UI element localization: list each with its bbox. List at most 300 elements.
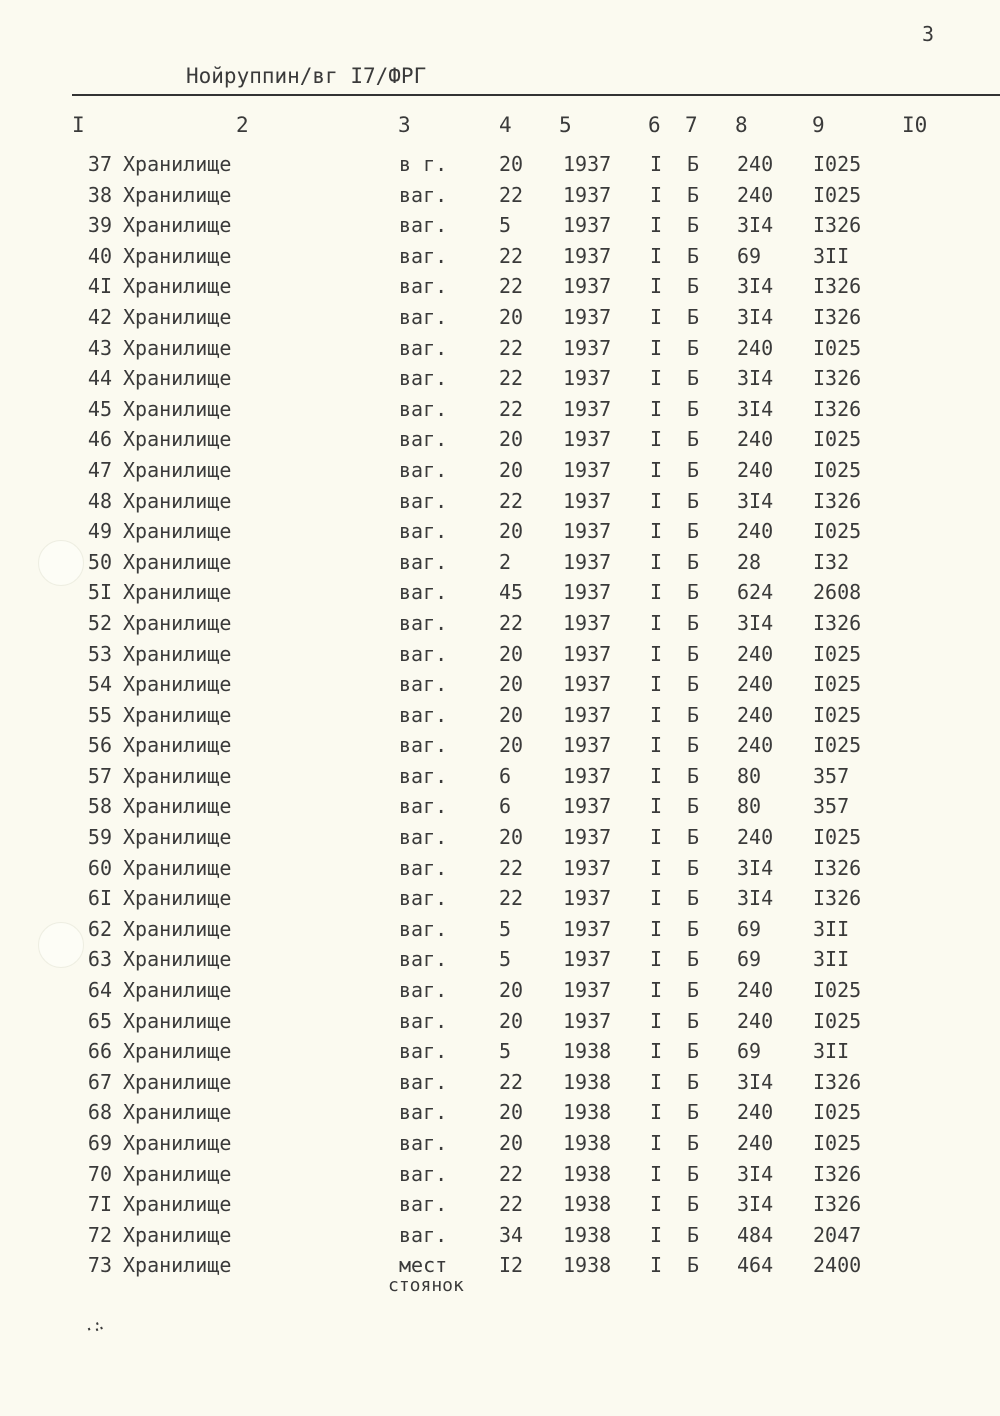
- row-number: 56: [87, 733, 112, 758]
- item-name: Хранилище: [123, 672, 232, 697]
- quantity: 22: [499, 243, 524, 268]
- column-7-value: Б: [687, 274, 700, 299]
- quantity: 20: [499, 672, 524, 697]
- column-7-value: Б: [687, 427, 700, 452]
- column-8-value: 240: [737, 1008, 774, 1033]
- row-number: 47: [87, 457, 112, 482]
- unit: ваг.: [399, 1100, 448, 1125]
- item-name: Хранилище: [123, 182, 232, 207]
- unit: ваг.: [399, 182, 448, 207]
- column-7-value: Б: [687, 855, 700, 880]
- unit: ваг.: [399, 304, 448, 329]
- column-8-value: 3I4: [737, 886, 774, 911]
- table-body: [0, 152, 1000, 1297]
- quantity: 22: [499, 886, 524, 911]
- year: 1937: [563, 886, 612, 911]
- item-name: Хранилище: [123, 1100, 232, 1125]
- column-number: 2: [236, 113, 249, 137]
- year: 1937: [563, 733, 612, 758]
- table-row: [0, 1223, 1000, 1254]
- year: 1937: [563, 243, 612, 268]
- column-8-value: 464: [737, 1253, 774, 1278]
- quantity: 6: [499, 794, 512, 819]
- year: 1937: [563, 304, 612, 329]
- quantity: 22: [499, 488, 524, 513]
- column-8-value: 3I4: [737, 304, 774, 329]
- table-row: [0, 1253, 1000, 1297]
- item-name: Хранилище: [123, 1069, 232, 1094]
- quantity: 20: [499, 641, 524, 666]
- column-8-value: 240: [737, 672, 774, 697]
- item-name: Хранилище: [123, 427, 232, 452]
- column-8-value: 240: [737, 519, 774, 544]
- column-9-value: 3II: [813, 243, 850, 268]
- column-6-value: I: [650, 274, 663, 299]
- column-6-value: I: [650, 1100, 663, 1125]
- quantity: 5: [499, 1039, 512, 1064]
- column-9-value: I025: [813, 457, 862, 482]
- row-number: 66: [87, 1039, 112, 1064]
- item-name: Хранилище: [123, 763, 232, 788]
- row-number: 60: [87, 855, 112, 880]
- column-8-value: 69: [737, 916, 762, 941]
- column-number-header: [0, 113, 1000, 137]
- unit: ваг.: [399, 825, 448, 850]
- column-9-value: I025: [813, 733, 862, 758]
- row-number: 63: [87, 947, 112, 972]
- year: 1937: [563, 1008, 612, 1033]
- column-7-value: Б: [687, 886, 700, 911]
- row-number: 53: [87, 641, 112, 666]
- column-7-value: Б: [687, 1131, 700, 1155]
- quantity: 22: [499, 1069, 524, 1094]
- table-row: [0, 458, 1000, 489]
- unit: ваг.: [399, 427, 448, 452]
- column-6-value: I: [650, 1131, 663, 1155]
- column-9-value: I326: [813, 886, 862, 911]
- year: 1938: [563, 1100, 612, 1125]
- column-6-value: I: [650, 763, 663, 788]
- quantity: 20: [499, 152, 524, 176]
- column-6-value: I: [650, 1222, 663, 1247]
- year: 1938: [563, 1039, 612, 1064]
- year: 1937: [563, 672, 612, 697]
- unit: мест: [399, 1253, 448, 1278]
- column-9-value: I025: [813, 672, 862, 697]
- column-8-value: 28: [737, 549, 762, 574]
- column-8-value: 69: [737, 1039, 762, 1064]
- unit: ваг.: [399, 886, 448, 911]
- table-row: [0, 947, 1000, 978]
- table-row: [0, 366, 1000, 397]
- unit: ваг.: [399, 1161, 448, 1186]
- table-row: [0, 703, 1000, 734]
- unit: ваг.: [399, 672, 448, 697]
- row-number: 70: [87, 1161, 112, 1186]
- column-6-value: I: [650, 1039, 663, 1064]
- row-number: 59: [87, 825, 112, 850]
- column-7-value: Б: [687, 794, 700, 819]
- column-7-value: Б: [687, 733, 700, 758]
- quantity: 22: [499, 182, 524, 207]
- column-6-value: I: [650, 1008, 663, 1033]
- table-row: [0, 672, 1000, 703]
- year: 1937: [563, 152, 612, 176]
- quantity: 20: [499, 457, 524, 482]
- column-7-value: Б: [687, 1222, 700, 1247]
- item-name: Хранилище: [123, 702, 232, 727]
- row-number: 57: [87, 763, 112, 788]
- unit: ваг.: [399, 855, 448, 880]
- item-name: Хранилище: [123, 243, 232, 268]
- quantity: 22: [499, 366, 524, 391]
- row-number: 58: [87, 794, 112, 819]
- quantity: I2: [499, 1253, 524, 1278]
- quantity: 22: [499, 610, 524, 635]
- column-number: 8: [735, 113, 748, 137]
- table-row: [0, 611, 1000, 642]
- row-number: 52: [87, 610, 112, 635]
- column-7-value: Б: [687, 335, 700, 360]
- column-number: 4: [499, 113, 512, 137]
- column-6-value: I: [650, 488, 663, 513]
- column-7-value: Б: [687, 702, 700, 727]
- column-6-value: I: [650, 672, 663, 697]
- row-number: 55: [87, 702, 112, 727]
- quantity: 34: [499, 1222, 524, 1247]
- column-9-value: I025: [813, 1008, 862, 1033]
- column-7-value: Б: [687, 213, 700, 238]
- column-8-value: 240: [737, 1131, 774, 1155]
- unit: ваг.: [399, 702, 448, 727]
- table-row: [0, 642, 1000, 673]
- quantity: 5: [499, 947, 512, 972]
- column-9-value: I32: [813, 549, 850, 574]
- unit: ваг.: [399, 916, 448, 941]
- column-7-value: Б: [687, 182, 700, 207]
- column-7-value: Б: [687, 610, 700, 635]
- column-7-value: Б: [687, 947, 700, 972]
- year: 1937: [563, 366, 612, 391]
- row-number: 40: [87, 243, 112, 268]
- column-9-value: 2047: [813, 1222, 862, 1247]
- quantity: 20: [499, 1100, 524, 1125]
- column-8-value: 624: [737, 580, 774, 605]
- quantity: 22: [499, 1192, 524, 1217]
- column-6-value: I: [650, 610, 663, 635]
- quantity: 5: [499, 213, 512, 238]
- row-number: 54: [87, 672, 112, 697]
- item-name: Хранилище: [123, 519, 232, 544]
- row-number: 38: [87, 182, 112, 207]
- unit: ваг.: [399, 794, 448, 819]
- column-6-value: I: [650, 1192, 663, 1217]
- year: 1937: [563, 978, 612, 1003]
- row-number: 43: [87, 335, 112, 360]
- column-9-value: I326: [813, 274, 862, 299]
- table-row: [0, 305, 1000, 336]
- table-row: [0, 489, 1000, 520]
- column-6-value: I: [650, 335, 663, 360]
- column-9-value: I025: [813, 825, 862, 850]
- column-6-value: I: [650, 1069, 663, 1094]
- table-row: [0, 152, 1000, 183]
- column-number: I0: [902, 113, 928, 137]
- table-row: [0, 825, 1000, 856]
- column-9-value: I326: [813, 610, 862, 635]
- column-6-value: I: [650, 794, 663, 819]
- unit: ваг.: [399, 396, 448, 421]
- item-name: Хранилище: [123, 825, 232, 850]
- row-number: 72: [87, 1222, 112, 1247]
- table-row: [0, 397, 1000, 428]
- item-name: Хранилище: [123, 886, 232, 911]
- column-6-value: I: [650, 427, 663, 452]
- document-title: Нойруппин/вг I7/ФРГ: [186, 64, 427, 88]
- quantity: 20: [499, 733, 524, 758]
- column-9-value: I326: [813, 1192, 862, 1217]
- item-name: Хранилище: [123, 152, 232, 176]
- unit: ваг.: [399, 1192, 448, 1217]
- year: 1938: [563, 1161, 612, 1186]
- column-9-value: 357: [813, 763, 850, 788]
- year: 1938: [563, 1131, 612, 1155]
- column-7-value: Б: [687, 1253, 700, 1278]
- unit: ваг.: [399, 1008, 448, 1033]
- column-7-value: Б: [687, 1069, 700, 1094]
- quantity: 20: [499, 1131, 524, 1155]
- column-7-value: Б: [687, 978, 700, 1003]
- unit: в г.: [399, 152, 448, 176]
- column-6-value: I: [650, 825, 663, 850]
- column-6-value: I: [650, 855, 663, 880]
- item-name: Хранилище: [123, 580, 232, 605]
- year: 1937: [563, 427, 612, 452]
- year: 1937: [563, 488, 612, 513]
- table-row: [0, 1131, 1000, 1162]
- table-row: [0, 519, 1000, 550]
- quantity: 20: [499, 1008, 524, 1033]
- table-row: [0, 856, 1000, 887]
- unit: ваг.: [399, 243, 448, 268]
- table-row: [0, 336, 1000, 367]
- item-name: Хранилище: [123, 1008, 232, 1033]
- quantity: 22: [499, 1161, 524, 1186]
- unit: ваг.: [399, 978, 448, 1003]
- row-number: 73: [87, 1253, 112, 1278]
- item-name: Хранилище: [123, 916, 232, 941]
- table-row: [0, 213, 1000, 244]
- column-9-value: I025: [813, 978, 862, 1003]
- unit: ваг.: [399, 519, 448, 544]
- column-7-value: Б: [687, 1008, 700, 1033]
- column-7-value: Б: [687, 519, 700, 544]
- column-9-value: I326: [813, 488, 862, 513]
- column-6-value: I: [650, 702, 663, 727]
- unit: ваг.: [399, 335, 448, 360]
- year: 1937: [563, 549, 612, 574]
- row-number: 50: [87, 549, 112, 574]
- item-name: Хранилище: [123, 488, 232, 513]
- row-number: 45: [87, 396, 112, 421]
- column-6-value: I: [650, 916, 663, 941]
- unit: ваг.: [399, 213, 448, 238]
- column-9-value: I025: [813, 182, 862, 207]
- table-row: [0, 274, 1000, 305]
- column-8-value: 3I4: [737, 1161, 774, 1186]
- unit: ваг.: [399, 947, 448, 972]
- column-9-value: I025: [813, 519, 862, 544]
- punch-hole: [38, 540, 84, 586]
- column-9-value: I326: [813, 855, 862, 880]
- row-number: 46: [87, 427, 112, 452]
- column-7-value: Б: [687, 825, 700, 850]
- column-7-value: Б: [687, 580, 700, 605]
- column-number: 3: [398, 113, 411, 137]
- column-7-value: Б: [687, 304, 700, 329]
- column-6-value: I: [650, 519, 663, 544]
- column-6-value: I: [650, 182, 663, 207]
- column-7-value: Б: [687, 366, 700, 391]
- quantity: 22: [499, 335, 524, 360]
- year: 1937: [563, 794, 612, 819]
- column-9-value: I326: [813, 1069, 862, 1094]
- column-8-value: 240: [737, 457, 774, 482]
- column-8-value: 240: [737, 335, 774, 360]
- column-7-value: Б: [687, 1192, 700, 1217]
- year: 1937: [563, 610, 612, 635]
- column-8-value: 240: [737, 1100, 774, 1125]
- item-name: Хранилище: [123, 274, 232, 299]
- column-6-value: I: [650, 366, 663, 391]
- row-number: 49: [87, 519, 112, 544]
- item-name: Хранилище: [123, 610, 232, 635]
- column-8-value: 3I4: [737, 366, 774, 391]
- table-row: [0, 1100, 1000, 1131]
- quantity: 22: [499, 396, 524, 421]
- year: 1938: [563, 1222, 612, 1247]
- unit: ваг.: [399, 580, 448, 605]
- item-name: Хранилище: [123, 1161, 232, 1186]
- year: 1937: [563, 855, 612, 880]
- year: 1938: [563, 1192, 612, 1217]
- column-7-value: Б: [687, 1039, 700, 1064]
- column-8-value: 69: [737, 947, 762, 972]
- year: 1937: [563, 916, 612, 941]
- item-name: Хранилище: [123, 1039, 232, 1064]
- quantity: 22: [499, 274, 524, 299]
- column-9-value: I326: [813, 1161, 862, 1186]
- column-9-value: I326: [813, 396, 862, 421]
- header-rule: [72, 94, 1000, 96]
- unit: ваг.: [399, 1069, 448, 1094]
- item-name: Хранилище: [123, 733, 232, 758]
- year: 1937: [563, 274, 612, 299]
- quantity: 6: [499, 763, 512, 788]
- column-7-value: Б: [687, 916, 700, 941]
- column-9-value: 3II: [813, 916, 850, 941]
- item-name: Хранилище: [123, 396, 232, 421]
- column-8-value: 3I4: [737, 610, 774, 635]
- column-7-value: Б: [687, 1161, 700, 1186]
- unit: ваг.: [399, 641, 448, 666]
- column-6-value: I: [650, 304, 663, 329]
- item-name: Хранилище: [123, 1253, 232, 1278]
- column-9-value: I025: [813, 641, 862, 666]
- column-7-value: Б: [687, 396, 700, 421]
- item-name: Хранилище: [123, 335, 232, 360]
- column-8-value: 240: [737, 427, 774, 452]
- item-name: Хранилище: [123, 1222, 232, 1247]
- row-number: 48: [87, 488, 112, 513]
- year: 1937: [563, 396, 612, 421]
- quantity: 20: [499, 427, 524, 452]
- table-row: [0, 427, 1000, 458]
- item-name: Хранилище: [123, 457, 232, 482]
- year: 1937: [563, 335, 612, 360]
- column-6-value: I: [650, 213, 663, 238]
- year: 1937: [563, 825, 612, 850]
- column-8-value: 80: [737, 794, 762, 819]
- table-row: [0, 886, 1000, 917]
- unit: ваг.: [399, 274, 448, 299]
- column-6-value: I: [650, 580, 663, 605]
- column-8-value: 240: [737, 182, 774, 207]
- item-name: Хранилище: [123, 978, 232, 1003]
- year: 1937: [563, 213, 612, 238]
- column-7-value: Б: [687, 457, 700, 482]
- column-7-value: Б: [687, 152, 700, 176]
- unit: ваг.: [399, 763, 448, 788]
- row-number: 64: [87, 978, 112, 1003]
- table-row: [0, 183, 1000, 214]
- item-name: Хранилище: [123, 213, 232, 238]
- column-8-value: 240: [737, 978, 774, 1003]
- table-row: [0, 1039, 1000, 1070]
- item-name: Хранилище: [123, 794, 232, 819]
- column-8-value: 240: [737, 152, 774, 176]
- column-6-value: I: [650, 641, 663, 666]
- table-row: [0, 1162, 1000, 1193]
- unit: ваг.: [399, 549, 448, 574]
- unit: ваг.: [399, 1131, 448, 1155]
- column-8-value: 80: [737, 763, 762, 788]
- column-9-value: 3II: [813, 1039, 850, 1064]
- row-number: 65: [87, 1008, 112, 1033]
- column-7-value: Б: [687, 549, 700, 574]
- column-9-value: I025: [813, 1100, 862, 1125]
- year: 1937: [563, 457, 612, 482]
- unit: ваг.: [399, 457, 448, 482]
- column-8-value: 3I4: [737, 1069, 774, 1094]
- column-number: 7: [685, 113, 698, 137]
- row-number: 7I: [87, 1192, 112, 1217]
- column-7-value: Б: [687, 243, 700, 268]
- item-name: Хранилище: [123, 1131, 232, 1155]
- column-6-value: I: [650, 978, 663, 1003]
- column-7-value: Б: [687, 1100, 700, 1125]
- column-9-value: I025: [813, 702, 862, 727]
- item-name: Хранилище: [123, 549, 232, 574]
- quantity: 5: [499, 916, 512, 941]
- column-8-value: 240: [737, 733, 774, 758]
- item-name: Хранилище: [123, 1192, 232, 1217]
- year: 1938: [563, 1069, 612, 1094]
- column-number: I: [72, 113, 85, 137]
- row-number: 37: [87, 152, 112, 176]
- quantity: 20: [499, 978, 524, 1003]
- column-9-value: I025: [813, 335, 862, 360]
